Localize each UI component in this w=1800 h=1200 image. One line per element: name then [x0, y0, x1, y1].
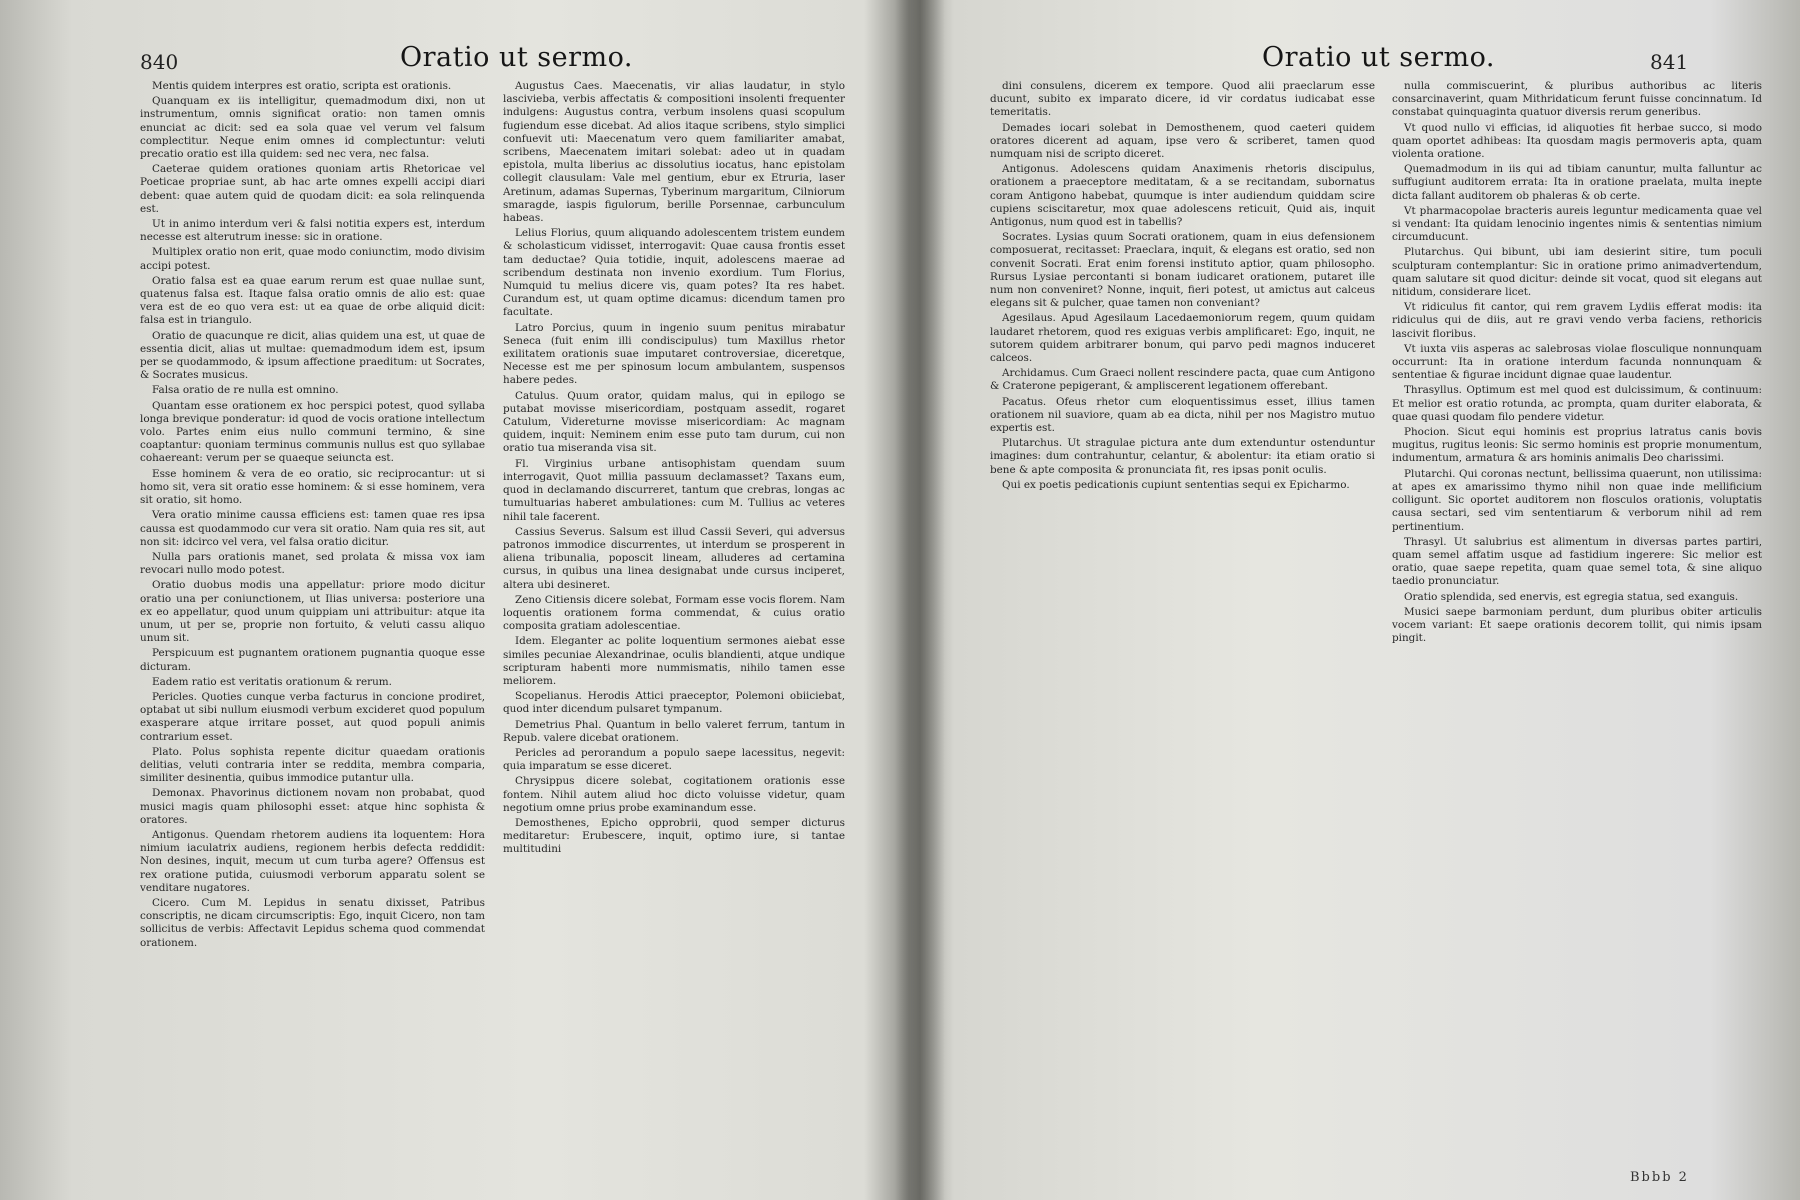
left-column-1: [140, 80, 485, 1180]
running-title: Oratio ut sermo.: [1262, 42, 1495, 73]
paragraph: Plato. Polus sophista repente dicitur quaedam orationis delitias, veluti contraria inter se reddita, membra comparia, similiter desinentia, quibus immodice putantur ulla.: [140, 745, 485, 785]
paragraph: Thrasyl. Ut salubrius est alimentum in diversas partes partiri, quam semel affatim usque ad fastidium ingerere: Sic melior est oratio, quae saepe repetita, quam quae semel tota, & sine aliquo taedio pronunciatur.: [1392, 535, 1762, 588]
paragraph: Latro Porcius, quum in ingenio suum penitus mirabatur Seneca (fuit enim illi condiscipulus) tum Maxillus rhetor exilitatem orationis suae imputaret controversiae, diceretque, Necesse est me per spinosum locum ambulantem, suspensos habere pedes.: [503, 321, 845, 387]
paragraph: Vera oratio minime caussa efficiens est: tamen quae res ipsa caussa est quodammodo cur vera sit oratio. Nam quia res sit, aut non sit: idcirco vel vera, vel falsa oratio dicitur.: [140, 509, 485, 548]
paragraph: Socrates. Lysias quum Socrati orationem, quam in eius defensionem composuerat, recitasset: Praeclara, inquit, & elegans est oratio, sed non convenit Socrati. Erat enim forensi instituto aptior, quam philosopho. Rursus Lysiae percontanti si bonam iudicaret orationem, putaret ille num non conveniret? Nonne, inquit, fieri potest, ut amictus aut calceus elegans sit & pulcher, quae tamen non conveniant?: [990, 231, 1375, 310]
paragraph: Oratio de quacunque re dicit, alias quidem una est, ut quae de essentia dicit, alias ut multae: quemadmodum idem est, ipsum per se quodammodo, & ipsum affectione praeditum: ut Socrates, & Socrates musicus.: [140, 329, 485, 382]
paragraph: nulla commiscuerint, & pluribus authoribus ac literis consarcinaverint, quam Mithridaticum ferunt fuisse concinnatum. Id constabat quinquaginta quatuor diversis rerum generibus.: [1392, 80, 1762, 119]
paragraph: Archidamus. Cum Graeci nollent rescindere pacta, quae cum Antigono & Craterone pepigerant, & ampliscerent legationem offerebant.: [990, 367, 1375, 393]
paragraph: Cicero. Cum M. Lepidus in senatu dixisset, Patribus conscriptis, ne dicam circumscriptis: Ego, inquit Cicero, non tam sollicitus de verbis: Affectavit Lepidus schema quod commendat orationem.: [140, 896, 485, 949]
paragraph: Lelius Florius, quum aliquando adolescentem tristem eundem & scholasticum vidisset, interrogavit: Quae causa frontis esset tam deductae? Quia totidie, inquit, adolescens maerae ad scribendum destinata non invenio exordium. Tum Florius, Numquid tu melius dicere vis, quam potes? Ita res habet. Curandum est, ut quam optime dicamus: dicendum tamen pro facultate.: [503, 227, 845, 319]
paragraph: Mentis quidem interpres est oratio, scripta est orationis.: [152, 80, 452, 92]
paragraph: Oratio falsa est ea quae earum rerum est quae nullae sunt, quatenus falsa est. Itaque falsa oratio omnis de alio est: quae vera est de eo quo vera est: ut ea quae de orbe aliquid dicit: falsa est in triangulo.: [140, 274, 485, 327]
paragraph: Caeterae quidem orationes quoniam artis Rhetoricae vel Poeticae propriae sunt, ab hac arte omnes expelli accipi diari debent: quae autem quid de quodam dicit: ea sola relinquenda est.: [140, 163, 485, 215]
paragraph: Demosthenes, Epicho opprobrii, quod semper dicturus meditaretur: Erubescere, inquit, optimo iure, si tantae multitudini: [503, 816, 845, 856]
paragraph: Perspicuum est pugnantem orationem pugnantia quoque esse dicturam.: [140, 647, 485, 673]
paragraph: Pericles ad perorandum a populo saepe lacessitus, negevit: quia imparatum se esse diceret.: [503, 746, 845, 773]
paragraph: Oratio splendida, sed enervis, est egregia statua, sed exanguis.: [1404, 590, 1739, 603]
paragraph: Augustus Caes. Maecenatis, vir alias laudatur, in stylo lascivieba, verbis affectatis & compositioni insolenti frequenter indulgens: Augustus contra, verbum insolens quasi scopulum fugiendum esse dicebat. Ad alios itaque scribens, stylo simplici confuevit uti: Maecenatum vero quem familiariter amabat, scribens, Maecenatem imitari solebat: adeo ut in quadam epistola, multa liberius ac dissolutius iocatus, hanc epistolam collegit clausulam: Vale mel gentium, ebur ex Etruria, laser Aretinum, adamas Supernas, Tyberinum margaritum, Cilniorum smaragde, iaspis figulorum, berille Porsennae, carbunculum habeas.: [503, 80, 845, 225]
page-number: 840: [140, 50, 179, 74]
paragraph: Agesilaus. Apud Agesilaum Lacedaemoniorum regem, quum quidam laudaret rhetorem, quod res exiguas verbis amplificaret: Ego, inquit, ne sutorem quidem arbitrarer bonum, qui parvo pedi magnos induceret calceos.: [990, 312, 1375, 365]
paragraph: Vt iuxta viis asperas ac salebrosas violae flosculique nonnunquam occurrunt: Ita in oratione interdum facunda nonnunquam & sententiae & figurae incidunt dignae quae laudentur.: [1392, 342, 1762, 382]
paragraph: Esse hominem & vera de eo oratio, sic reciprocantur: ut si homo sit, vera sit oratio esse hominem: & si esse hominem, vera sit oratio, sit homo.: [140, 467, 485, 507]
paragraph: Scopelianus. Herodis Attici praeceptor, Polemoni obiiciebat, quod inter dicendum pulsaret tympanum.: [503, 690, 845, 716]
paragraph: Demonax. Phavorinus dictionem novam non probabat, quod musici magis quam philosophi esset: atque hinc sophista & oratores.: [140, 787, 485, 826]
paragraph: dini consulens, dicerem ex tempore. Quod alii praeclarum esse ducunt, subito ex imparato dicere, id vir cordatus iudicabat esse temeritatis.: [990, 80, 1375, 119]
running-title: Oratio ut sermo.: [400, 42, 633, 73]
right-page-header: [930, 42, 1800, 78]
paragraph: Quanquam ex iis intelligitur, quemadmodum dixi, non ut instrumentum, omnis significat oratio: non tamen omnis enunciat ac dicit: sed ea sola quae vel verum vel falsum complectitur. Neque enim omnes id complectuntur: veluti precatio oratio est illa quidem: sed nec vera, nec falsa.: [140, 95, 485, 161]
left-page-header: [0, 42, 905, 78]
paragraph: Cassius Severus. Salsum est illud Cassii Severi, qui adversus patronos immodice discurrentes, ut interdum se prosperent in aliena tribunalia, poposcit lineam, alluderes ad certamina cursus, in quibus una linea designabat unde cursus inciperet, altera ubi desineret.: [503, 525, 845, 591]
right-column-1: [990, 80, 1375, 1180]
paragraph: Ut in animo interdum veri & falsi notitia expers est, interdum necesse est alterutrum inesse: sic in oratione.: [140, 218, 485, 244]
paragraph: Vt quod nullo vi efficias, id aliquoties fit herbae succo, si modo quam oportet adhibeas: Ita quosdam magis permoveris apta, quam violenta oratione.: [1392, 121, 1762, 161]
right-column-2: [1392, 80, 1762, 1180]
paragraph: Multiplex oratio non erit, quae modo coniunctim, modo divisim accipi potest.: [140, 246, 485, 272]
page-number: 841: [1650, 50, 1689, 74]
paragraph: Zeno Citiensis dicere solebat, Formam esse vocis florem. Nam loquentis orationem forma commendat, & cuius oratio composita gratiam adolescentiae.: [503, 593, 845, 633]
paragraph: Pericles. Quoties cunque verba facturus in concione prodiret, optabat ut sibi nullum eiusmodi verbum excideret quod populum exasperare atque irritare posset, aut quod populi animis contrarium esset.: [140, 690, 485, 743]
paragraph: Plutarchus. Qui bibunt, ubi iam desierint sitire, tum poculi sculpturam contemplantur: Sic in oratione primo animadvertendum, quam salutare sit quod dicitur: deinde sit vocat, quod sit elegans aut nitidum, considerare licet.: [1392, 246, 1762, 299]
paragraph: Demetrius Phal. Quantum in bello valeret ferrum, tantum in Repub. valere dicebat orationem.: [503, 718, 845, 744]
paragraph: Phocion. Sicut equi hominis est proprius latratus canis bovis mugitus, rugitus leonis: Sic sermo hominis est proprie monumentum, indumentum, armatura & ars hominis animalis Deo charissimi.: [1392, 426, 1762, 465]
paragraph: Eadem ratio est veritatis orationum & rerum.: [152, 675, 392, 688]
paragraph: Idem. Eleganter ac polite loquentium sermones aiebat esse similes pecuniae Alexandrinae, oculis blandienti, atque undique scripturam habenti more nummismatis, nihilo tamen esse meliorem.: [503, 635, 845, 687]
signature-mark: Bbbb 2: [1630, 1170, 1689, 1185]
left-column-2: [503, 80, 845, 1180]
paragraph: Catulus. Quum orator, quidam malus, qui in epilogo se putabat movisse misericordiam, postquam assedit, rogaret Catulum, Videreturne movisse misericordiam: Ac magnam quidem, inquit: Neminem enim esse puto tam durum, cui non oratio tua miseranda visa sit.: [503, 389, 845, 455]
paragraph: Qui ex poetis pedicationis cupiunt sententias sequi ex Epicharmo.: [1002, 478, 1350, 491]
paragraph: Quantam esse orationem ex hoc perspici potest, quod syllaba longa brevique ponderatur: id quod de vocis oratione intellectum volo. Partes enim eius nullo communi termino, & sine coaptantur: quoniam terminus communis nullus est quo syllabae cohaereant: verum per se quaeque seiuncta est.: [140, 399, 485, 465]
paragraph: Plutarchi. Qui coronas nectunt, bellissima quaerunt, non utilissima: at apes ex amarissimo thymo nihil non quae inde mellificium colligunt. Sic oportet auditorem non flosculos orationis, voluptatis causa sectari, sed vim sententiarum & verborum nihil ad rem pertinentium.: [1392, 467, 1762, 533]
paragraph: Plutarchus. Ut stragulae pictura ante dum extenduntur ostenduntur imagines: dum contrahuntur, celantur, & abolentur: ita etiam oratio si bene & apte composita & pronunciata fit, res ipsas ponit oculis.: [990, 437, 1375, 476]
paragraph: Antigonus. Adolescens quidam Anaximenis rhetoris discipulus, orationem a praeceptore meditatam, & a se recitandam, subornatus coram Antigono habebat, quumque is inter audiendum quiddam scire cupiens sciscitaretur, mox quae adolescens reticuit, Quid ais, inquit Antigonus, num quod est in tabellis?: [990, 163, 1375, 229]
right-page: [930, 0, 1800, 1200]
paragraph: Vt pharmacopolae bracteris aureis leguntur medicamenta quae vel si vendant: Ita quidam lenocinio ingentes nimis & sententias nimium circumducunt.: [1392, 204, 1762, 244]
paragraph: Oratio duobus modis una appellatur: priore modo dicitur oratio una per coniunctionem, ut Ilias universa: posteriore una ex eo appellatur, quod unum quippiam uni attribuitur: atque ita unum, ut per se, proprie non fortuito, & veluti cassu aliquo unum sit.: [140, 579, 485, 645]
paragraph: Pacatus. Ofeus rhetor cum eloquentissimus esset, illius tamen orationem nil suaviore, quam ab ea dicta, nihil per nos Magistro mutuo expertis est.: [990, 395, 1375, 435]
paragraph: Antigonus. Quendam rhetorem audiens ita loquentem: Hora nimium iaculatrix audiens, regionem herbis defecta reddidit: Non desines, inquit, mecum ut cum turba agere? Offensus est rex oratione putida, cuiusmodi verborum apparatu solent se venditare nugatores.: [140, 828, 485, 894]
paragraph: Thrasyllus. Optimum est mel quod est dulcissimum, & continuum: Et melior est oratio rotunda, ac prompta, quam duriter elaborata, & quae quasi quodam filo pendere videtur.: [1392, 384, 1762, 423]
paragraph: Musici saepe barmoniam perdunt, dum pluribus obiter articulis vocem variant: Et saepe orationis decorem tollit, qui nimis ipsam pingit.: [1392, 605, 1762, 645]
paragraph: Vt ridiculus fit cantor, qui rem gravem Lydiis efferat modis: ita ridiculus qui de diis, aut re gravi vendo verba faciens, rethoricis lascivit floribus.: [1392, 301, 1762, 340]
paragraph: Falsa oratio de re nulla est omnino.: [152, 384, 339, 397]
paragraph: Fl. Virginius urbane antisophistam quendam suum interrogavit, Quot millia passuum declamasset? Taxans eum, quod in declamando discurreret, tantum que crebras, longas ac tumultuarias haberet ambulationes: cum M. Tullius ac veteres nihil tale facerent.: [503, 457, 845, 523]
paragraph: Nulla pars orationis manet, sed prolata & missa vox iam revocari nullo modo potest.: [140, 550, 485, 577]
paragraph: Quemadmodum in iis qui ad tibiam canuntur, multa falluntur ac suffugiunt auditorem errata: Ita in oratione praelata, multa inepte dicta fallant auditorem ob phaleras & ob certe.: [1392, 163, 1762, 202]
paragraph: Demades iocari solebat in Demosthenem, quod caeteri quidem oratores dicerent ad aquam, ipse vero & scriberet, tamen quod numquam nisi de scripto diceret.: [990, 121, 1375, 161]
paragraph: Chrysippus dicere solebat, cogitationem orationis esse fontem. Nihil autem aliud hoc dicto voluisse videtur, quam negotium omne prius probe examinandum esse.: [503, 775, 845, 814]
